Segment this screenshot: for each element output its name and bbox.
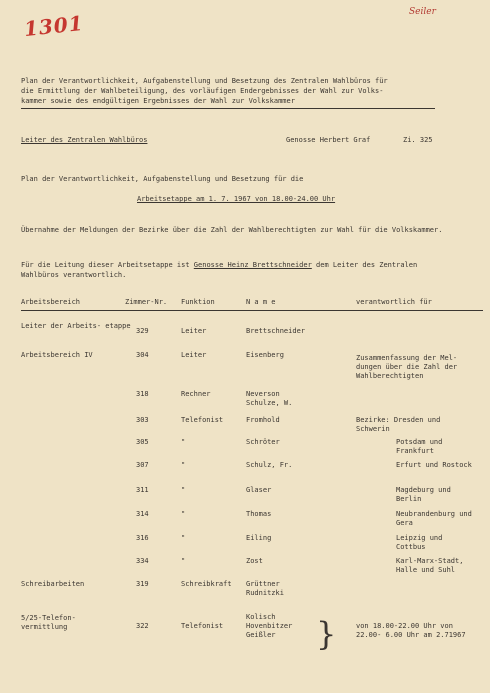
task-text: Übernahme der Meldungen der Bezirke über die Zahl der Wahlberechtigten zur Wahl für die Volkskammer. (21, 226, 443, 234)
leader-name: Genosse Herbert Graf (286, 136, 371, 144)
row-5-function: " (181, 461, 186, 469)
leader-room: Zi. 325 (403, 136, 433, 144)
handwritten-signature: Seiler (409, 7, 436, 17)
plan-line-1: Plan der Verantwortlichkeit, Aufgabenstellung und Besetzung für die (21, 175, 304, 183)
row-10-area: Schreibarbeiten (21, 580, 85, 588)
row-9-name: Zost (246, 557, 263, 565)
row-6-name: Glaser (246, 486, 272, 494)
row-0-function: Leiter (181, 327, 207, 335)
row-4-name: Schröter (246, 438, 280, 446)
responsibility-post: dem Leiter des Zentralen (311, 261, 418, 269)
row-5-room: 307 (136, 461, 149, 469)
row-11-room: 322 (136, 622, 149, 630)
row-11-name: Kolisch Hovenbitzer Geißler (246, 613, 293, 639)
row-1-responsible: Zusammenfassung der Mel- dungen über die Zahl der Wahlberechtigten (356, 354, 458, 380)
row-5-name: Schulz, Fr. (246, 461, 293, 469)
title-line-2: die Ermittlung der Wahlbeteiligung, des vorläufigen Endergebnisses der Wahl zur Volks- (21, 87, 384, 95)
row-8-room: 316 (136, 534, 149, 542)
row-6-responsible: Magdeburg und Berlin (396, 486, 451, 503)
leader-label: Leiter des Zentralen Wahlbüros (21, 136, 148, 144)
row-2-room: 318 (136, 390, 149, 398)
row-4-responsible: Potsdam und Frankfurt (396, 438, 443, 455)
row-10-function: Schreibkraft (181, 580, 232, 588)
row-11-function: Telefonist (181, 622, 224, 630)
row-7-name: Thomas (246, 510, 272, 518)
header-room: Zimmer-Nr. (125, 298, 168, 306)
title-line-3: kammer sowie des endgültigen Ergebnisses der Wahl zur Volkskammer (21, 97, 295, 105)
row-6-function: " (181, 486, 186, 494)
header-name: N a m e (246, 298, 276, 306)
row-8-responsible: Leipzig und Cottbus (396, 534, 443, 551)
brace-symbol: } (316, 615, 337, 653)
row-0-area: Leiter der Arbeits- etappe (21, 322, 131, 330)
row-3-room: 303 (136, 416, 149, 424)
handwritten-number: 1301 (22, 10, 85, 42)
title-underline (21, 108, 435, 109)
responsibility-line-2: Wahlbüros verantwortlich. (21, 271, 127, 279)
row-2-function: Rechner (181, 390, 211, 398)
header-responsible: verantwortlich für (356, 298, 432, 306)
header-function: Funktion (181, 298, 215, 306)
row-9-function: " (181, 557, 186, 565)
title-line-1: Plan der Verantwortlichkeit, Aufgabenstellung und Besetzung des Zentralen Wahlbüros für (21, 77, 388, 85)
row-1-area: Arbeitsbereich IV (21, 351, 93, 359)
row-2-name: Neverson Schulze, W. (246, 390, 293, 407)
row-7-function: " (181, 510, 186, 518)
row-10-name: Grüttner Rudnitzki (246, 580, 284, 597)
row-1-name: Eisenberg (246, 351, 284, 359)
row-10-room: 319 (136, 580, 149, 588)
row-1-function: Leiter (181, 351, 207, 359)
row-8-name: Eiling (246, 534, 272, 542)
row-3-name: Fromhold (246, 416, 280, 424)
responsibility-pre: Für die Leitung dieser Arbeitsetappe ist (21, 261, 194, 269)
row-8-function: " (181, 534, 186, 542)
row-1-room: 304 (136, 351, 149, 359)
row-6-room: 311 (136, 486, 149, 494)
row-0-name: Brettschneider (246, 327, 306, 335)
row-11-area: 5/25-Telefon- vermittlung (21, 614, 76, 631)
row-5-responsible: Erfurt und Rostock (396, 461, 472, 469)
header-underline (21, 310, 483, 311)
row-3-function: Telefonist (181, 416, 224, 424)
responsibility-name: Genosse Heinz Brettschneider (193, 261, 312, 269)
row-7-room: 314 (136, 510, 149, 518)
plan-line-2: Arbeitsetappe am 1. 7. 1967 von 18.00-24.00 Uhr (137, 195, 336, 203)
header-area: Arbeitsbereich (21, 298, 81, 306)
row-0-room: 329 (136, 327, 149, 335)
row-9-responsible: Karl-Marx-Stadt, Halle und Suhl (396, 557, 464, 574)
row-4-room: 305 (136, 438, 149, 446)
row-9-room: 334 (136, 557, 149, 565)
row-4-function: " (181, 438, 186, 446)
responsibility-line-1 (21, 261, 417, 270)
row-7-responsible: Neubrandenburg und Gera (396, 510, 472, 527)
row-11-responsible: von 18.00-22.00 Uhr von 22.00- 6.00 Uhr am 2.71967 (356, 622, 466, 639)
row-3-responsible: Bezirke: Dresden und Schwerin (356, 416, 441, 433)
